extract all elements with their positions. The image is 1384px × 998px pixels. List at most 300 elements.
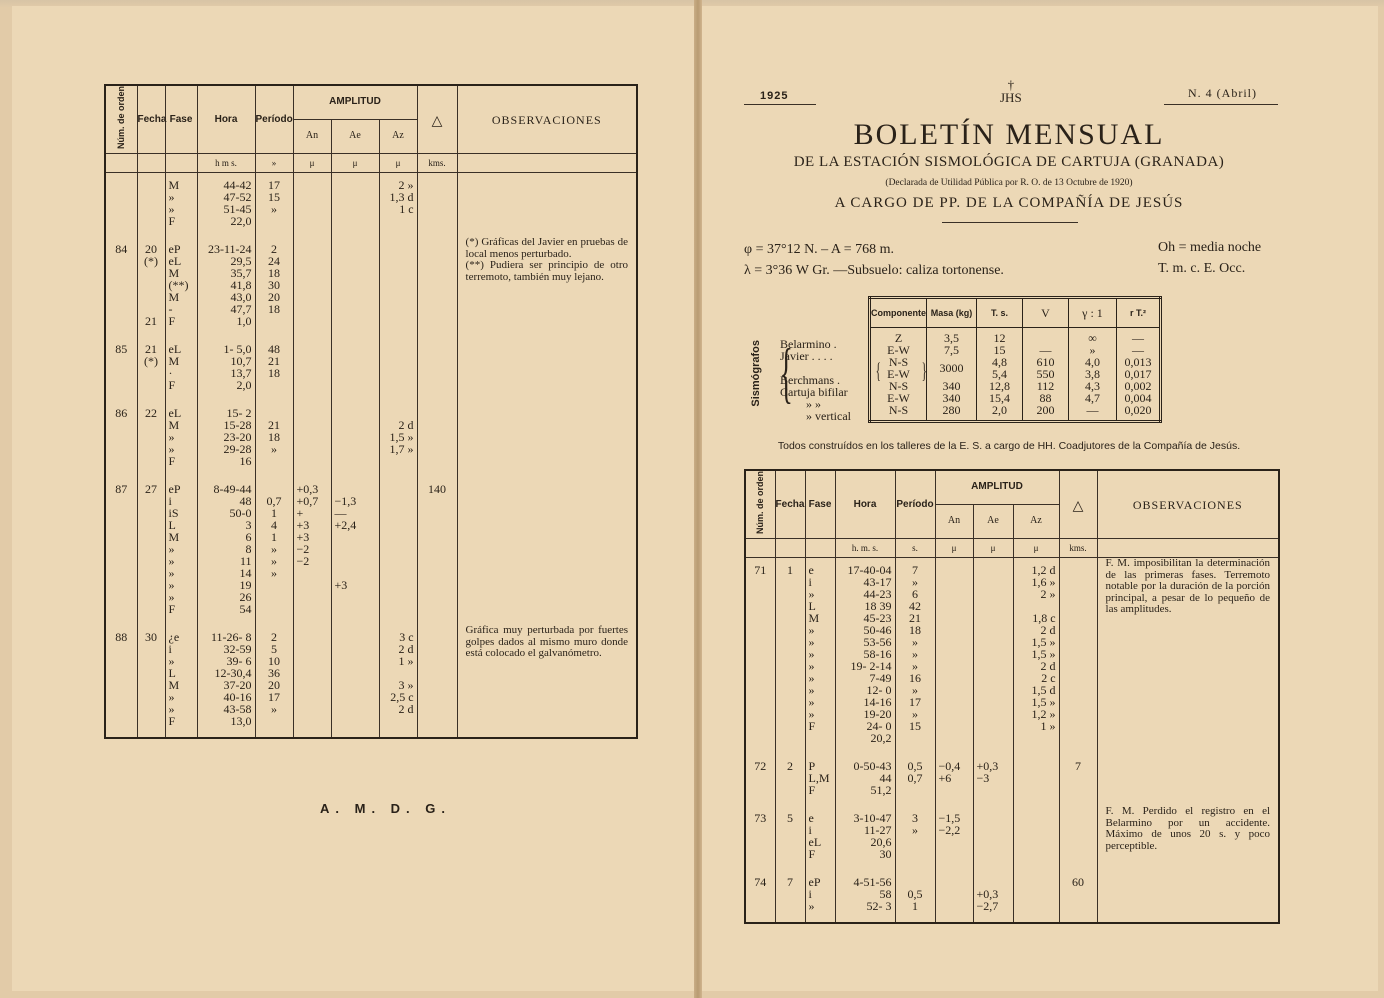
cell-line: » [271, 702, 277, 717]
cell-line: 18 [268, 302, 280, 317]
cell-ae [973, 806, 1013, 870]
inst-value: — [1132, 331, 1144, 345]
cell-an [935, 558, 973, 755]
cell-fase [165, 477, 197, 625]
inst-header-componente: Componente [870, 298, 927, 328]
cell-line: 44 [879, 771, 892, 786]
book-gutter [694, 0, 702, 998]
cell-line: 23-20 [223, 430, 252, 445]
cell-line: −3 [976, 771, 990, 786]
cell-line: 5 [787, 811, 793, 826]
cross-monogram [1000, 78, 1022, 104]
cell-line: iS [168, 506, 179, 521]
inst-value: 0,013 [1124, 355, 1152, 369]
cell-fase [165, 237, 197, 337]
cell-line: 23-11-24 [207, 242, 252, 257]
cell-line: 58-16 [863, 647, 892, 662]
cell-line: » [808, 671, 815, 686]
cell-line: 48 [239, 494, 252, 509]
cell-line: 1,6 » [1031, 575, 1056, 590]
cell-line: −1,3 [334, 494, 357, 509]
cell-delta [417, 401, 457, 477]
cell-line: » [168, 190, 175, 205]
cell-line: 27 [145, 482, 157, 497]
cell-ae [331, 625, 379, 737]
cell-line [259, 455, 290, 467]
cell-line: » [168, 542, 175, 557]
cell-line: +0,3 [296, 482, 319, 497]
header-periodo: Período [255, 85, 293, 154]
inst-value: 4,0 [1085, 355, 1100, 369]
cell-line: - [168, 302, 173, 317]
cell-line: F. M. imposibilitan la determinación de las primeras fases. Terremoto notable por la duración de la porción principal, a pesar de lo pequeño de las amplitudes. [1105, 557, 1271, 616]
cell-line: 2 d [398, 642, 414, 657]
cell-line: 44-23 [863, 587, 892, 602]
cell-periodo [895, 870, 935, 922]
cell-line: 2,0 [236, 378, 252, 393]
cell-line: 0,7 [266, 494, 282, 509]
instrument-name: » » [806, 397, 821, 411]
cell-line: » [808, 899, 815, 914]
cell-an [935, 806, 973, 870]
cell-line: 51,2 [870, 783, 892, 798]
instrument-name: Cartuja bifilar [780, 385, 848, 399]
cell-fecha [775, 806, 805, 870]
inst-value: 2,0 [992, 403, 1007, 417]
cell-line: 3 c [399, 630, 414, 645]
cell-line: » [168, 430, 175, 445]
cell-line: 2 d [398, 702, 414, 717]
cell-periodo [255, 477, 293, 625]
inst-value: E-W [887, 367, 910, 381]
cell-line: 2 [271, 630, 277, 645]
cell-line: F [808, 783, 816, 798]
amdg-motto: A. M. D. G. [320, 801, 451, 816]
cell-line: » [168, 590, 175, 605]
cell-hora [835, 870, 895, 922]
header-amplitud: AMPLITUD [935, 470, 1059, 504]
cell-line: M [168, 266, 180, 281]
inst-value: 4,8 [992, 355, 1007, 369]
cell-fase [165, 337, 197, 401]
cell-line: 1 [271, 506, 277, 521]
cell-an [935, 870, 973, 922]
cell-delta [417, 625, 457, 737]
cell-periodo [255, 401, 293, 477]
unit-periodo: s. [895, 539, 935, 558]
cell-line: M [168, 418, 180, 433]
inst-header-r: r T.² [1117, 298, 1161, 328]
declaration-note: (Declarada de Utilidad Pública por R. O. de 13 Octubre de 1920) [885, 178, 1133, 188]
inst-value: 3,8 [1085, 367, 1100, 381]
cell-line: 8-49-44 [213, 482, 252, 497]
header-delta: △ [1059, 470, 1097, 539]
cell-an [293, 401, 331, 477]
unit-az: μ [379, 154, 417, 173]
cell-line: F [808, 847, 816, 862]
inst-value: Z [894, 331, 903, 345]
inst-col-v [1023, 328, 1069, 422]
table-row [105, 337, 637, 401]
cell-line: 2 d [1040, 659, 1056, 674]
cell-line: (*) Gráficas del Javier en pruebas de local menos perturbado. [465, 236, 629, 260]
cell-hora [835, 754, 895, 806]
inst-value: — [1086, 403, 1099, 417]
cell-line: 8 [245, 542, 252, 557]
cell-line: 2 » [398, 178, 414, 193]
unit-az: μ [1013, 539, 1059, 558]
cell-line: 2 d [398, 418, 414, 433]
cell-hora [197, 401, 255, 477]
inst-header-masa: Masa (kg) [927, 298, 977, 328]
cell-line: 7-49 [869, 671, 892, 686]
cell-line: L [168, 518, 176, 533]
cell-delta: 140 [417, 477, 457, 625]
cell-line: F [168, 314, 176, 329]
cell-line: 51-45 [223, 202, 252, 217]
inst-value: E-W [887, 391, 910, 405]
cell-num: 73 [745, 806, 775, 870]
cell-line: 24- 0 [866, 719, 892, 734]
cell-line: 16 [909, 671, 921, 686]
cell-line: +3 [296, 530, 310, 545]
inst-col-t [977, 328, 1023, 422]
cell-az [1013, 870, 1059, 922]
cell-line: 17 [268, 690, 280, 705]
cell-line: eP [808, 875, 821, 890]
cell-fase [165, 625, 197, 737]
cell-line: 1- 5,0 [223, 342, 252, 357]
cell-num: 72 [745, 754, 775, 806]
unit-periodo: » [255, 154, 293, 173]
cell-line: 39- 6 [226, 654, 252, 669]
cell-line: M [168, 290, 180, 305]
sismografos-label: Sismógrafos [750, 340, 762, 407]
unit-delta: kms. [1059, 539, 1097, 558]
inst-value: 610 [1036, 355, 1055, 369]
inst-value: — [1039, 343, 1052, 357]
cell-az [379, 625, 417, 737]
cell-line: 13,7 [230, 366, 252, 381]
cell-line: » [912, 575, 918, 590]
cell-ae [331, 173, 379, 238]
cell-line: 29-28 [223, 442, 252, 457]
cell-line: 52- 3 [866, 899, 892, 914]
cell-line: 18 [268, 430, 280, 445]
cell-line: eP [168, 242, 181, 257]
cell-line [899, 848, 932, 860]
inst-value: 15,4 [989, 391, 1010, 405]
cell-line: » [912, 683, 918, 698]
cell-line: » [808, 695, 815, 710]
cell-line: 0,5 [907, 759, 923, 774]
cell-line: 10 [268, 654, 280, 669]
cell-fase [165, 401, 197, 477]
cell-line: eL [168, 254, 182, 269]
cell-line: L,M [808, 771, 830, 786]
cell-az [1013, 806, 1059, 870]
cell-line: 50-0 [229, 506, 252, 521]
inst-value: 280 [942, 403, 961, 417]
cell-line: » [912, 659, 918, 674]
cell-line: 11-26- 8 [210, 630, 252, 645]
cell-line: 45-23 [863, 611, 892, 626]
inst-col-masa [927, 328, 977, 422]
cell-line: 6 [245, 530, 252, 545]
inst-value: 112 [1036, 379, 1055, 393]
cell-line [259, 715, 290, 727]
inst-value: 15 [993, 343, 1006, 357]
charge-line: A CARGO DE PP. DE LA COMPAÑÍA DE JESÚS [834, 195, 1184, 211]
cell-fase [805, 754, 835, 806]
cell-line: » [168, 554, 175, 569]
cell-line: 18 39 [864, 599, 892, 614]
cell-line: 18 [268, 366, 280, 381]
inst-value: 0,002 [1124, 379, 1152, 393]
cell-line: 20 [145, 242, 157, 257]
cell-line: 22 [145, 406, 157, 421]
cell-line: 21 [145, 314, 157, 329]
cell-line: » [912, 635, 918, 650]
cell-line: 2 d [1040, 623, 1056, 638]
inst-value: N-S [888, 403, 909, 417]
cell-line: » [168, 702, 175, 717]
inst-value: 4,7 [1085, 391, 1100, 405]
cell-line: 47,7 [230, 302, 252, 317]
table-row [745, 754, 1279, 806]
station-subtitle: DE LA ESTACIÓN SISMOLÓGICA DE CARTUJA (GRANADA) [793, 154, 1225, 170]
cell-line: (**) [168, 278, 189, 293]
cell-line: 30 [268, 278, 280, 293]
left-seismic-table [104, 84, 638, 739]
cell-line: 1 c [399, 202, 414, 217]
cell-line: » [168, 654, 175, 669]
cell-line: 16 [239, 454, 252, 469]
cell-line: 53-56 [863, 635, 892, 650]
cell-periodo [895, 806, 935, 870]
cell-num: 86 [105, 401, 137, 477]
cell-az [379, 337, 417, 401]
inst-value: — [1132, 343, 1144, 357]
cell-line: 24 [268, 254, 280, 269]
header-fecha: Fecha [137, 85, 165, 154]
inst-value: 7,5 [944, 343, 959, 357]
inst-header-v: V [1023, 298, 1069, 328]
cell-line: 15- 2 [226, 406, 252, 421]
header-an: An [935, 504, 973, 538]
cell-line: F [168, 378, 176, 393]
cell-line: 15 [268, 190, 280, 205]
cell-line: F [168, 602, 176, 617]
cell-line: 0,5 [907, 887, 923, 902]
cell-line: +0,3 [976, 759, 999, 774]
cell-line: 3 [912, 811, 918, 826]
cell-line: 40-16 [223, 690, 252, 705]
coord-latitude: φ = 37°12 N. – A = 768 m. [744, 242, 895, 257]
table-row [745, 806, 1279, 870]
cell-line [335, 555, 376, 567]
cell-fecha [775, 754, 805, 806]
cell-hora [835, 806, 895, 870]
table-row [745, 870, 1279, 922]
header-hora: Hora [835, 470, 895, 539]
cell-ae [331, 401, 379, 477]
header-fecha: Fecha [775, 470, 805, 539]
cell-line: 37-20 [223, 678, 252, 693]
instrument-table [868, 296, 1162, 423]
cell-line: 20 [268, 678, 280, 693]
cell-line: L [808, 599, 816, 614]
units-row [745, 539, 1279, 558]
cell-line: eP [168, 482, 181, 497]
cell-line: 6 [912, 587, 918, 602]
cell-line: » [168, 442, 175, 457]
cell-line: 36 [268, 666, 280, 681]
unit-an: μ [935, 539, 973, 558]
cell-line: i [808, 823, 812, 838]
unit-an: μ [293, 154, 331, 173]
cell-line: 1 [912, 899, 918, 914]
cell-fecha [137, 477, 165, 625]
cell-an [293, 237, 331, 337]
cell-line: 1,3 d [389, 190, 414, 205]
cell-an [293, 477, 331, 625]
cell-line: » [912, 823, 918, 838]
cell-line: » [808, 587, 815, 602]
cell-line: 30 [145, 630, 157, 645]
header-delta: △ [417, 85, 457, 154]
inst-value: 5,4 [992, 367, 1007, 381]
inst-value: 88 [1039, 391, 1052, 405]
cell-line [259, 379, 290, 391]
cell-line: 4-51-56 [853, 875, 892, 890]
cell-line: » [808, 647, 815, 662]
inst-value: 4,3 [1085, 379, 1100, 393]
cell-line [259, 591, 290, 603]
cell-line: » [912, 707, 918, 722]
cell-line: » [808, 635, 815, 650]
cell-line: M [168, 530, 180, 545]
unit-ae: μ [331, 154, 379, 173]
cell-az [1013, 754, 1059, 806]
cell-line: i [808, 887, 812, 902]
header-fase: Fase [805, 470, 835, 539]
cell-fase [805, 870, 835, 922]
cell-line: i [168, 494, 172, 509]
cell-num: 88 [105, 625, 137, 737]
cell-line: 48 [268, 342, 280, 357]
cell-hora [197, 625, 255, 737]
cell-line: 1,8 c [1032, 611, 1056, 626]
cell-line: e [808, 811, 814, 826]
cell-line: 1,5 » [1031, 695, 1056, 710]
cell-line: M [168, 178, 180, 193]
cell-line: 13,0 [230, 714, 252, 729]
cell-line: F [168, 714, 176, 729]
jhs-monogram: JHS [1000, 90, 1022, 105]
cell-line [259, 215, 290, 227]
cell-line: +0,3 [976, 887, 999, 902]
cell-line: −1,5 [938, 811, 961, 826]
cell-obs [457, 173, 637, 238]
cell-line: 19-20 [863, 707, 892, 722]
cell-ae [973, 870, 1013, 922]
cell-line: 44-42 [223, 178, 252, 193]
header-num-orden: Núm. de orden [745, 470, 775, 539]
cell-ae [331, 477, 379, 625]
cell-line [141, 179, 162, 191]
cell-line: +3 [296, 518, 310, 533]
cell-line: » [271, 202, 277, 217]
cell-line [899, 732, 932, 744]
cell-line: 43,0 [230, 290, 252, 305]
cell-line: » [168, 690, 175, 705]
header-observaciones: OBSERVACIONES [1097, 470, 1279, 539]
cell-line [141, 267, 162, 279]
cell-delta [1059, 558, 1097, 755]
cell-fecha [137, 173, 165, 238]
cell-line: » [808, 623, 815, 638]
header-periodo: Período [895, 470, 935, 539]
header-ae: Ae [973, 504, 1013, 538]
cell-line: −0,4 [938, 759, 961, 774]
unit-delta: kms. [417, 154, 457, 173]
cell-obs [457, 337, 637, 401]
cell-periodo [895, 754, 935, 806]
cell-line: 32-59 [223, 642, 252, 657]
cell-line: 26 [239, 590, 252, 605]
cell-line: L [168, 666, 176, 681]
cell-num: 87 [105, 477, 137, 625]
title-separator [942, 222, 1078, 223]
inst-value: 340 [942, 379, 961, 393]
cell-line: 18 [909, 623, 921, 638]
header-an: An [293, 119, 331, 153]
cell-line: eL [808, 835, 822, 850]
cell-line: −2,7 [976, 899, 999, 914]
cell-line: 3 [245, 518, 252, 533]
table-filler [745, 922, 1279, 923]
cell-periodo [255, 337, 293, 401]
cell-line: 21 [268, 418, 280, 433]
cell-obs [1097, 870, 1279, 922]
cell-line: 0,7 [907, 771, 923, 786]
construction-note: Todos construídos en los talleres de la E. S. a cargo de HH. Coadjutores de la Compañía de Jesús. [777, 440, 1241, 452]
cross-icon: † [1007, 77, 1015, 92]
cell-fecha [775, 558, 805, 755]
bulletin-number: N. 4 (Abril) [1188, 86, 1257, 100]
cell-line: 11-27 [863, 823, 892, 838]
bulletin-title: BOLETÍN MENSUAL [853, 118, 1165, 151]
cell-line: » [168, 566, 175, 581]
unit-ae: μ [973, 539, 1013, 558]
cell-line: eL [168, 406, 182, 421]
header-ae: Ae [331, 119, 379, 153]
cell-line: +6 [938, 771, 952, 786]
cell-line: 20 [268, 290, 280, 305]
cell-line: 2,5 c [390, 690, 414, 705]
cell-obs [457, 237, 637, 337]
cell-hora [835, 558, 895, 755]
inst-value: 0,020 [1124, 403, 1152, 417]
cell-hora [197, 173, 255, 238]
cell-line: 42 [909, 599, 921, 614]
inst-value: 550 [1036, 367, 1055, 381]
cell-delta [417, 237, 457, 337]
cell-line: +3 [334, 578, 348, 593]
cell-line: 20,6 [870, 835, 892, 850]
cell-line: e [808, 563, 814, 578]
